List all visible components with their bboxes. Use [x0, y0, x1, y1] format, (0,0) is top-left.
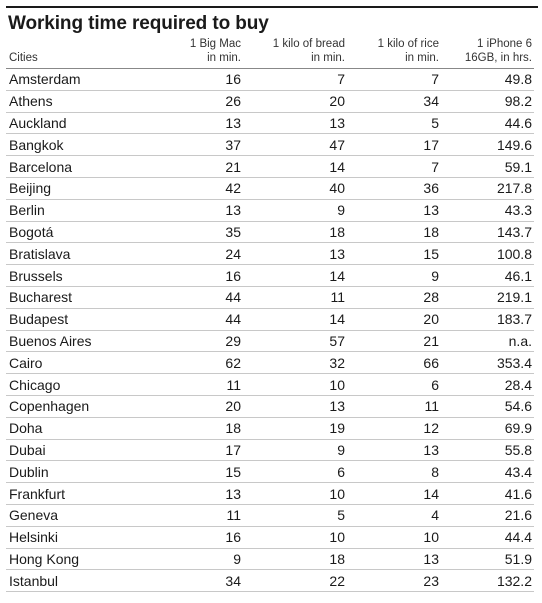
rice-cell: 36 — [347, 177, 441, 199]
table-container — [6, 6, 538, 592]
rice-cell: 20 — [347, 308, 441, 330]
iphone-cell: 132.2 — [441, 570, 534, 592]
iphone-cell: 44.4 — [441, 526, 534, 548]
iphone-cell: 98.2 — [441, 90, 534, 112]
rice-cell: 18 — [347, 221, 441, 243]
iphone-cell: 353.4 — [441, 352, 534, 374]
bread-cell: 18 — [243, 548, 347, 570]
bread-cell: 9 — [243, 199, 347, 221]
rice-cell: 12 — [347, 417, 441, 439]
table-row — [6, 156, 534, 178]
city-cell: Budapest — [6, 308, 146, 330]
city-cell: Athens — [6, 90, 146, 112]
city-cell: Brussels — [6, 265, 146, 287]
big-mac-cell: 16 — [146, 265, 243, 287]
iphone-cell: 21.6 — [441, 504, 534, 526]
big-mac-cell: 20 — [146, 395, 243, 417]
big-mac-cell: 42 — [146, 177, 243, 199]
big-mac-cell: 16 — [146, 69, 243, 91]
city-cell: Doha — [6, 417, 146, 439]
bread-cell: 7 — [243, 69, 347, 91]
iphone-cell: 219.1 — [441, 286, 534, 308]
iphone-cell: n.a. — [441, 330, 534, 352]
rice-cell: 66 — [347, 352, 441, 374]
big-mac-cell: 21 — [146, 156, 243, 178]
iphone-cell: 49.8 — [441, 69, 534, 91]
iphone-cell: 43.4 — [441, 461, 534, 483]
big-mac-cell: 29 — [146, 330, 243, 352]
header-line-1: 1 kilo of bread — [272, 38, 345, 50]
city-cell: Hong Kong — [6, 548, 146, 570]
city-cell: Beijing — [6, 177, 146, 199]
big-mac-cell: 34 — [146, 570, 243, 592]
rice-cell: 5 — [347, 112, 441, 134]
header-cities — [6, 36, 146, 69]
rice-cell: 34 — [347, 90, 441, 112]
header-bread — [243, 36, 347, 69]
table-row — [6, 374, 534, 396]
city-cell: Frankfurt — [6, 483, 146, 505]
iphone-cell: 44.6 — [441, 112, 534, 134]
header-line-2: 16GB, in hrs. — [464, 51, 532, 64]
iphone-cell: 69.9 — [441, 417, 534, 439]
table-row — [6, 504, 534, 526]
table-row — [6, 352, 534, 374]
big-mac-cell: 16 — [146, 526, 243, 548]
big-mac-cell: 37 — [146, 134, 243, 156]
rice-cell: 9 — [347, 265, 441, 287]
city-cell: Geneva — [6, 504, 146, 526]
rice-cell: 6 — [347, 374, 441, 396]
big-mac-cell: 26 — [146, 90, 243, 112]
header-line-1: 1 Big Mac — [189, 38, 241, 50]
iphone-cell: 43.3 — [441, 199, 534, 221]
table-row — [6, 265, 534, 287]
bread-cell: 10 — [243, 526, 347, 548]
rice-cell: 7 — [347, 156, 441, 178]
bread-cell: 13 — [243, 395, 347, 417]
table-row — [6, 134, 534, 156]
city-cell: Amsterdam — [6, 69, 146, 91]
table-row — [6, 548, 534, 570]
bread-cell: 14 — [243, 265, 347, 287]
table-row — [6, 483, 534, 505]
city-cell: Cairo — [6, 352, 146, 374]
bread-cell: 10 — [243, 374, 347, 396]
table-row — [6, 461, 534, 483]
rice-cell: 7 — [347, 69, 441, 91]
page-title: Working time required to buy — [8, 13, 269, 34]
bread-cell: 13 — [243, 243, 347, 265]
city-cell: Dubai — [6, 439, 146, 461]
rice-cell: 23 — [347, 570, 441, 592]
iphone-cell: 59.1 — [441, 156, 534, 178]
table-row — [6, 112, 534, 134]
rice-cell: 17 — [347, 134, 441, 156]
header-line-2: in min. — [311, 51, 345, 64]
iphone-cell: 217.8 — [441, 177, 534, 199]
big-mac-cell: 11 — [146, 504, 243, 526]
rice-cell: 13 — [347, 439, 441, 461]
city-cell: Helsinki — [6, 526, 146, 548]
city-cell: Bogotá — [6, 221, 146, 243]
rice-cell: 4 — [347, 504, 441, 526]
bread-cell: 14 — [243, 308, 347, 330]
rice-cell: 28 — [347, 286, 441, 308]
iphone-cell: 143.7 — [441, 221, 534, 243]
table-row — [6, 90, 534, 112]
iphone-cell: 41.6 — [441, 483, 534, 505]
table-row — [6, 526, 534, 548]
rice-cell: 11 — [347, 395, 441, 417]
table-row — [6, 243, 534, 265]
city-cell: Bucharest — [6, 286, 146, 308]
city-cell: Istanbul — [6, 570, 146, 592]
city-cell: Chicago — [6, 374, 146, 396]
bread-cell: 5 — [243, 504, 347, 526]
bread-cell: 13 — [243, 112, 347, 134]
top-rule — [6, 6, 538, 8]
bread-cell: 22 — [243, 570, 347, 592]
header-line-1: 1 kilo of rice — [377, 38, 439, 50]
header-row — [6, 36, 534, 69]
city-cell: Bangkok — [6, 134, 146, 156]
table-row — [6, 177, 534, 199]
bread-cell: 9 — [243, 439, 347, 461]
big-mac-cell: 13 — [146, 112, 243, 134]
header-line-2: in min. — [207, 51, 241, 64]
big-mac-cell: 18 — [146, 417, 243, 439]
iphone-cell: 100.8 — [441, 243, 534, 265]
bread-cell: 32 — [243, 352, 347, 374]
iphone-cell: 55.8 — [441, 439, 534, 461]
header-line-2: in min. — [405, 51, 439, 64]
table-header — [6, 36, 534, 69]
table-row — [6, 286, 534, 308]
big-mac-cell: 35 — [146, 221, 243, 243]
rice-cell: 10 — [347, 526, 441, 548]
iphone-cell: 28.4 — [441, 374, 534, 396]
table-row — [6, 69, 534, 91]
bread-cell: 11 — [243, 286, 347, 308]
big-mac-cell: 11 — [146, 374, 243, 396]
header-big-mac — [146, 36, 243, 69]
bread-cell: 40 — [243, 177, 347, 199]
iphone-cell: 54.6 — [441, 395, 534, 417]
bread-cell: 18 — [243, 221, 347, 243]
iphone-cell: 183.7 — [441, 308, 534, 330]
big-mac-cell: 13 — [146, 483, 243, 505]
bread-cell: 57 — [243, 330, 347, 352]
table-body — [6, 69, 534, 592]
iphone-cell: 51.9 — [441, 548, 534, 570]
header-line-2: Cities — [9, 51, 38, 64]
table-row — [6, 308, 534, 330]
header-rice — [347, 36, 441, 69]
table-row — [6, 395, 534, 417]
table-row — [6, 570, 534, 592]
header-iphone — [441, 36, 534, 69]
bread-cell: 19 — [243, 417, 347, 439]
city-cell: Berlin — [6, 199, 146, 221]
big-mac-cell: 44 — [146, 286, 243, 308]
table-row — [6, 439, 534, 461]
iphone-cell: 149.6 — [441, 134, 534, 156]
city-cell: Copenhagen — [6, 395, 146, 417]
big-mac-cell: 44 — [146, 308, 243, 330]
city-cell: Barcelona — [6, 156, 146, 178]
bread-cell: 14 — [243, 156, 347, 178]
big-mac-cell: 13 — [146, 199, 243, 221]
big-mac-cell: 15 — [146, 461, 243, 483]
bread-cell: 6 — [243, 461, 347, 483]
table-row — [6, 330, 534, 352]
table-row — [6, 417, 534, 439]
table-row — [6, 221, 534, 243]
big-mac-cell: 9 — [146, 548, 243, 570]
rice-cell: 21 — [347, 330, 441, 352]
header-line-1: 1 iPhone 6 — [477, 38, 532, 50]
data-table — [6, 36, 534, 592]
table-row — [6, 199, 534, 221]
rice-cell: 14 — [347, 483, 441, 505]
rice-cell: 13 — [347, 548, 441, 570]
city-cell: Dublin — [6, 461, 146, 483]
city-cell: Buenos Aires — [6, 330, 146, 352]
bread-cell: 20 — [243, 90, 347, 112]
big-mac-cell: 24 — [146, 243, 243, 265]
rice-cell: 13 — [347, 199, 441, 221]
iphone-cell: 46.1 — [441, 265, 534, 287]
bread-cell: 47 — [243, 134, 347, 156]
city-cell: Bratislava — [6, 243, 146, 265]
big-mac-cell: 62 — [146, 352, 243, 374]
rice-cell: 15 — [347, 243, 441, 265]
rice-cell: 8 — [347, 461, 441, 483]
bread-cell: 10 — [243, 483, 347, 505]
city-cell: Auckland — [6, 112, 146, 134]
big-mac-cell: 17 — [146, 439, 243, 461]
